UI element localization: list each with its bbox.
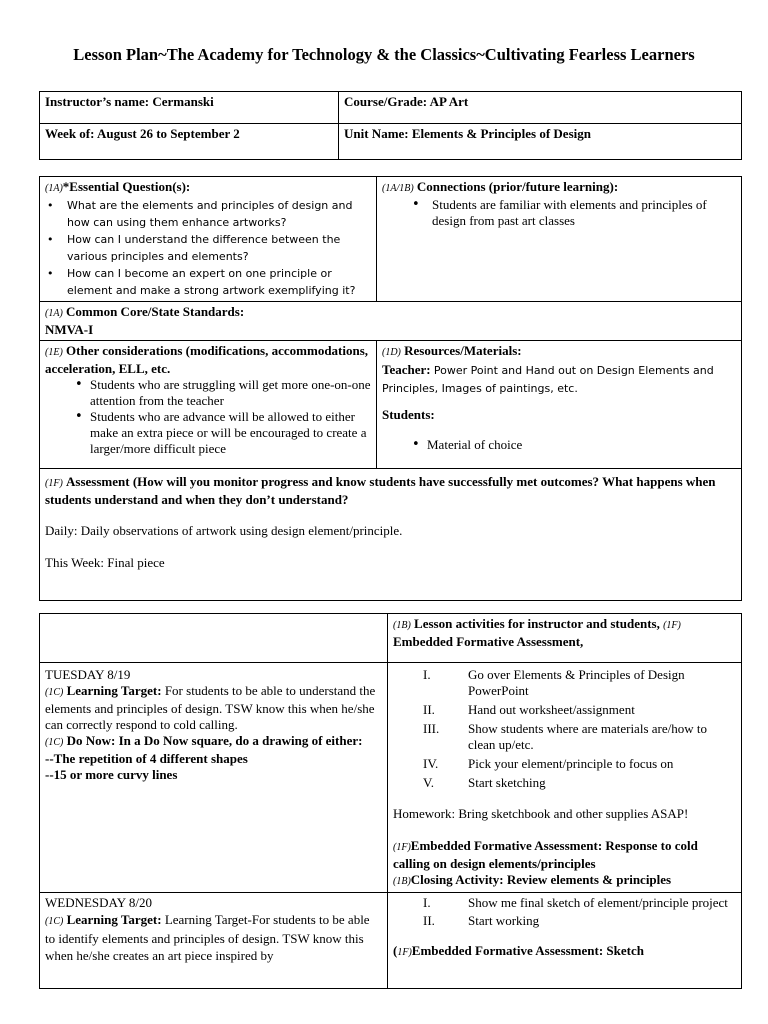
- planning-table: [39, 176, 742, 601]
- connections-heading: Connections (prior/future learning):: [416, 179, 619, 194]
- essential-list: [45, 197, 371, 299]
- assessment-tag: (1F): [45, 478, 63, 489]
- list-number: III.: [423, 721, 440, 736]
- teacher-materials: Power Point and Hand out on Design Elements and Principles, Images of paintings, etc.: [382, 364, 714, 395]
- lesson-header-text-2: Embedded Formative Assessment,: [393, 634, 584, 649]
- list-item: [393, 721, 736, 753]
- list-item: [393, 895, 736, 911]
- list-number: II.: [423, 913, 435, 928]
- wednesday-efa-tag: 1F): [397, 947, 412, 958]
- list-item: • Students are familiar with elements and principles of design from past art classes: [382, 197, 736, 229]
- tuesday-activity-list: [393, 667, 736, 791]
- list-number: IV.: [423, 756, 439, 771]
- assessment-daily: Daily: Daily observations of artwork using design element/principle.: [45, 523, 403, 538]
- tuesday-activities-cell: [388, 663, 742, 893]
- list-item: • Material of choice: [382, 437, 736, 453]
- essential-heading: *Essential Question(s):: [62, 179, 191, 194]
- list-text: Start working: [468, 913, 540, 928]
- teacher-label: Teacher:: [382, 362, 431, 377]
- page-title: Lesson Plan~The Academy for Technology & the Classics~Cultivating Fearless Learners: [73, 45, 695, 64]
- lesson-header-text: Lesson activities for instructor and students,: [414, 616, 660, 631]
- lesson-table: [39, 613, 742, 989]
- tuesday-homework: Homework: Bring sketchbook and other supplies ASAP!: [393, 806, 689, 821]
- list-item: [393, 913, 736, 929]
- list-text: Pick your element/principle to focus on: [468, 756, 674, 771]
- assessment-heading: Assessment (How will you monitor progress and know students have successfully met outcomes? What happens when students understand and when they don’t understand?: [45, 474, 716, 507]
- considerations-list: [45, 377, 371, 457]
- essential-tag: (1A): [45, 183, 63, 194]
- wednesday-lt-label: Learning Target:: [66, 912, 162, 927]
- course-grade: Course/Grade: AP Art: [339, 92, 742, 124]
- resources-tag: (1D): [382, 347, 401, 358]
- lesson-header-cell: [388, 614, 742, 663]
- wednesday-activity-list: [393, 895, 736, 929]
- instructor-name: Instructor’s name: Cermanski: [40, 92, 339, 124]
- list-item: [393, 775, 736, 791]
- tuesday-efa-tag: (1F): [393, 842, 411, 853]
- list-item: [393, 702, 736, 718]
- lesson-header-blank: [40, 614, 388, 663]
- resources-cell: [377, 341, 742, 469]
- tuesday-lt-text: For students to be able to understand the elements and principles of design. TSW know this when he/she can correctly respond to cold calling.: [45, 683, 376, 732]
- tuesday-dn-tag: (1C): [45, 737, 64, 748]
- essential-questions-cell: [40, 177, 377, 302]
- list-number: I.: [423, 895, 431, 910]
- list-text: Hand out worksheet/assignment: [468, 702, 635, 717]
- list-text: Go over Elements & Principles of Design PowerPoint: [468, 667, 685, 698]
- list-number: I.: [423, 667, 431, 682]
- list-item: [393, 667, 736, 699]
- wednesday-activities-cell: [388, 893, 742, 989]
- info-table: [39, 91, 742, 160]
- list-number: V.: [423, 775, 434, 790]
- resources-heading: Resources/Materials:: [404, 343, 522, 358]
- list-item: • Students who are advance will be allowed to either make an extra piece or will be encouraged to create a larger/more difficult piece: [45, 409, 371, 457]
- tuesday-dn-line: --15 or more curvy lines: [45, 767, 178, 782]
- wednesday-efa-text: Embedded Formative Assessment: Sketch: [411, 943, 644, 958]
- connections-cell: [377, 177, 742, 302]
- tuesday-closing-text: Closing Activity: Review elements & principles: [410, 872, 672, 887]
- wednesday-day: WEDNESDAY 8/20: [45, 895, 153, 910]
- wednesday-lt-tag: (1C): [45, 916, 64, 927]
- tuesday-dn-text: Do Now: In a Do Now square, do a drawing of either:: [66, 733, 363, 748]
- students-list: [382, 437, 736, 453]
- lesson-header-tag-2: (1F): [663, 620, 681, 631]
- list-text: Show me final sketch of element/principle project: [468, 895, 728, 910]
- assessment-cell: [40, 469, 742, 601]
- standards-tag: (1A): [45, 308, 63, 319]
- connections-list: [382, 197, 736, 229]
- tuesday-day: TUESDAY 8/19: [45, 667, 131, 682]
- list-item: • Students who are struggling will get more one-on-one attention from the teacher: [45, 377, 371, 409]
- wednesday-efa-open: (: [393, 943, 398, 958]
- tuesday-lt-label: Learning Target:: [66, 683, 162, 698]
- list-item: • What are the elements and principles of design and how can using them enhance artworks?: [45, 197, 371, 231]
- week-of: Week of: August 26 to September 2: [40, 124, 339, 160]
- assessment-week: This Week: Final piece: [45, 555, 165, 570]
- list-item: • How can I become an expert on one principle or element and make a strong artwork exemplifying it?: [45, 265, 371, 299]
- tuesday-dn-line: --The repetition of 4 different shapes: [45, 751, 248, 766]
- considerations-tag: (1E): [45, 347, 63, 358]
- list-text: Start sketching: [468, 775, 546, 790]
- tuesday-lt-tag: (1C): [45, 687, 64, 698]
- standards-cell: [40, 302, 742, 341]
- standards-value: NMVA-I: [45, 322, 94, 337]
- students-label: Students:: [382, 407, 435, 422]
- unit-name: Unit Name: Elements & Principles of Design: [339, 124, 742, 160]
- tuesday-cell: [40, 663, 388, 893]
- considerations-heading: Other considerations (modifications, accommodations, acceleration, ELL, etc.: [45, 343, 369, 376]
- wednesday-lt-text: Learning Target-For students to be able to identify elements and principles of design. TSW know this when he/she creates an art piece inspired by: [45, 912, 370, 963]
- list-item: [393, 756, 736, 772]
- considerations-cell: [40, 341, 377, 469]
- tuesday-efa-text: Embedded Formative Assessment: Response to cold calling on design elements/principles: [393, 838, 698, 871]
- lesson-header-tag: (1B): [393, 620, 411, 631]
- list-text: Show students where are materials are/how to clean up/etc.: [468, 721, 707, 752]
- wednesday-cell: [40, 893, 388, 989]
- list-number: II.: [423, 702, 435, 717]
- connections-tag: (1A/1B): [382, 183, 414, 194]
- standards-heading: Common Core/State Standards:: [66, 304, 245, 319]
- tuesday-closing-tag: (1B): [393, 876, 411, 887]
- list-item: • How can I understand the difference between the various principles and elements?: [45, 231, 371, 265]
